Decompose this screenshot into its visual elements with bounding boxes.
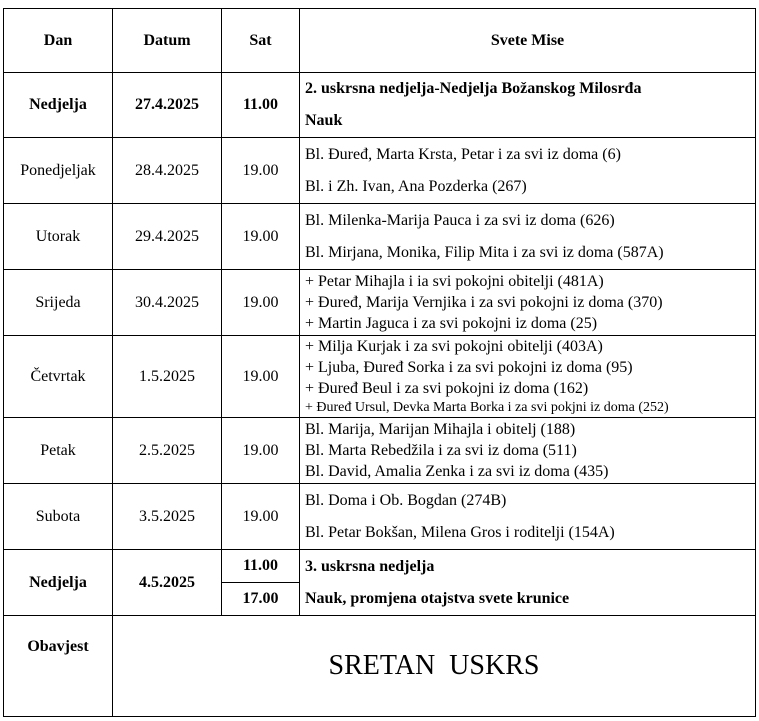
mass-line: + Đuređ, Marija Vernjika i za svi pokojni iz doma (370) (305, 294, 663, 311)
day-cell: Nedjelja (4, 550, 113, 616)
date-cell: 2.5.2025 (113, 418, 222, 484)
time-cell (222, 550, 300, 616)
notice-text: SRETAN USKRS (113, 616, 756, 717)
mass-line: + Đuređ Beul i za svi pokojni iz doma (162) (305, 380, 589, 397)
day-cell: Srijeda (4, 270, 113, 336)
time-cell: 19.00 (222, 138, 300, 204)
day-cell: Subota (4, 484, 113, 550)
date-cell: 30.4.2025 (113, 270, 222, 336)
header-sat: Sat (222, 9, 300, 73)
date-cell: 1.5.2025 (113, 336, 222, 418)
table-row (4, 138, 756, 204)
mass-line: Bl. Mirjana, Monika, Filip Mita i za svi iz doma (587A) (305, 243, 664, 261)
mass-line: Nauk (305, 112, 343, 129)
header-svete-mise: Svete Mise (300, 9, 756, 73)
mass-line: Bl. Doma i Ob. Bogdan (274B) (305, 491, 507, 509)
mass-line: + Martin Jaguca i za svi pokojni iz doma (25) (305, 315, 598, 332)
date-cell: 4.5.2025 (113, 550, 222, 616)
time-cell: 19.00 (222, 204, 300, 270)
time-sub: 17.00 (242, 590, 279, 607)
time-cell: 19.00 (222, 418, 300, 484)
table-row (4, 550, 756, 616)
mass-line: + Ljuba, Đuređ Sorka i za svi pokojni iz doma (95) (305, 359, 633, 376)
table-row (4, 336, 756, 418)
mass-cell (300, 270, 756, 336)
date-cell: 29.4.2025 (113, 204, 222, 270)
mass-line: Bl. Đuređ, Marta Krsta, Petar i za svi iz doma (6) (305, 145, 621, 163)
header-row (4, 9, 756, 73)
mass-cell (300, 336, 756, 418)
header-datum: Datum (113, 9, 222, 73)
time-cell: 11.00 (222, 73, 300, 138)
mass-cell (300, 550, 756, 616)
mass-line: Nauk, promjena otajstva svete krunice (305, 589, 570, 607)
table-row (4, 418, 756, 484)
header-dan: Dan (4, 9, 113, 73)
day-cell: Ponedjeljak (4, 138, 113, 204)
mass-line: 3. uskrsna nedjelja (305, 557, 435, 575)
time-cell: 19.00 (222, 484, 300, 550)
mass-line: Bl. Milenka-Marija Pauca i za svi iz doma (626) (305, 211, 615, 229)
table-row (4, 73, 756, 138)
mass-line: Bl. Marija, Marijan Mihajla i obitelj (188) (305, 421, 576, 438)
mass-cell (300, 418, 756, 484)
mass-cell (300, 204, 756, 270)
day-cell: Petak (4, 418, 113, 484)
mass-cell (300, 484, 756, 550)
table-row (4, 484, 756, 550)
day-cell: Nedjelja (4, 73, 113, 138)
mass-line: Bl. i Zh. Ivan, Ana Pozderka (267) (305, 177, 527, 195)
notice-row (4, 616, 756, 717)
mass-line: Bl. Marta Rebedžila i za svi iz doma (511) (305, 442, 577, 459)
mass-line: Bl. Petar Bokšan, Milena Gros i roditelji (154A) (305, 523, 615, 541)
time-sub: 11.00 (222, 550, 299, 583)
mass-cell (300, 138, 756, 204)
date-cell: 3.5.2025 (113, 484, 222, 550)
mass-cell (300, 73, 756, 138)
date-cell: 28.4.2025 (113, 138, 222, 204)
day-cell: Četvrtak (4, 336, 113, 418)
mass-line: Bl. David, Amalia Zenka i za svi iz doma (435) (305, 463, 609, 480)
mass-line: 2. uskrsna nedjelja-Nedjelja Božanskog Milosrđa (305, 80, 642, 97)
notice-label: Obavjest (4, 616, 113, 717)
day-cell: Utorak (4, 204, 113, 270)
time-cell: 19.00 (222, 270, 300, 336)
mass-line: + Petar Mihajla i ia svi pokojni obitelji (481A) (305, 273, 604, 290)
mass-line: + Đuređ Ursul, Devka Marta Borka i za svi pokjni iz doma (252) (305, 400, 669, 415)
mass-line: + Milja Kurjak i za svi pokojni obitelji (403A) (305, 338, 603, 355)
mass-schedule-table (3, 8, 756, 717)
time-cell: 19.00 (222, 336, 300, 418)
date-cell: 27.4.2025 (113, 73, 222, 138)
table-row (4, 204, 756, 270)
table-row (4, 270, 756, 336)
